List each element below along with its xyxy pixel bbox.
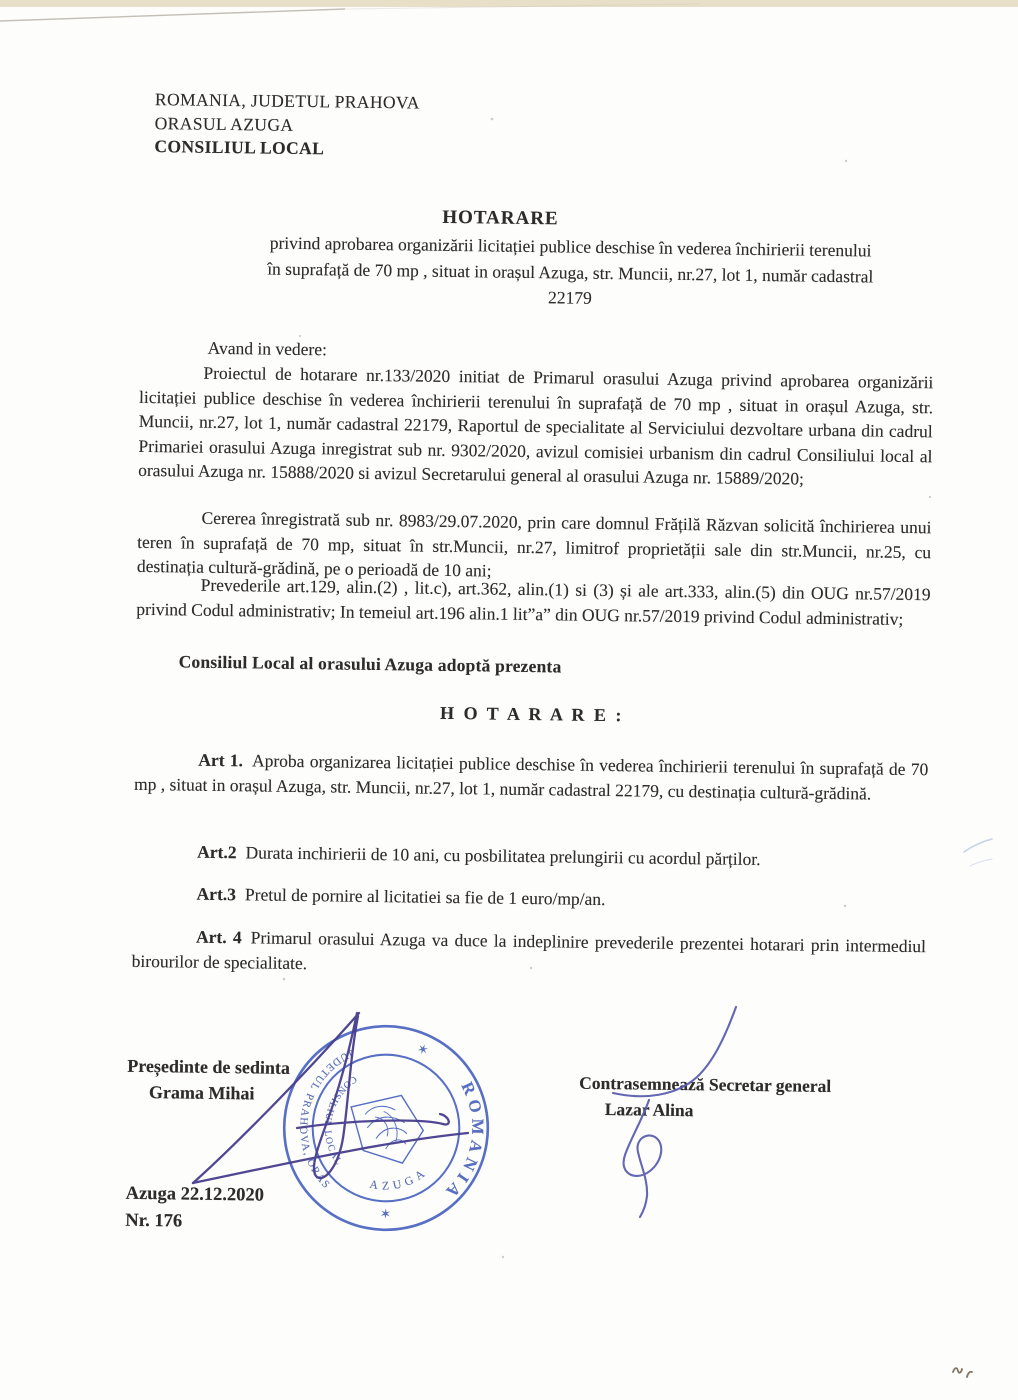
article-3-text: Pretul de pornire al licitatiei sa fie de 1 euro/mp/an. [244, 884, 606, 910]
stamp-country-text: ROMANIA [439, 1078, 488, 1205]
preamble-intro: Avand in vedere: [207, 337, 328, 360]
president-name: Grama Mihai [148, 1082, 255, 1104]
decision-subtitle [197, 230, 943, 316]
official-round-stamp [272, 1014, 500, 1242]
article-1 [134, 747, 929, 806]
footer-place-date: Azuga 22.12.2020 [125, 1183, 265, 1206]
president-role: Președinte de sedinta [127, 1055, 291, 1078]
stamp-inner-ring-text: CONSILIUL LOCAL [321, 1073, 359, 1168]
stamp-coat-of-arms [346, 1085, 431, 1175]
decision-heading: H O T A R A R E : [439, 702, 625, 726]
article-1-label: Art 1. [198, 749, 244, 771]
secretary-name: Lazar Alina [604, 1099, 694, 1121]
secretary-role: Contrasemnează Secretar general [579, 1072, 832, 1097]
stamp-ring-text: JUDETUL PRAHOVA, ORAS [297, 1046, 356, 1192]
decision-subtitle-line2: în suprafață de 70 mp , situat in orașul Azuga, str. Muncii, nr.27, lot 1, număr cadastral [267, 258, 874, 286]
footer-number: Nr. 176 [125, 1210, 183, 1232]
svg-text:AZUGA [366, 1164, 433, 1199]
decision-subtitle-line3: 22179 [547, 287, 592, 308]
article-4-text: Primarul orasului Azuga va duce la indeplinire prevederile prezentei hotarari prin intermediul birourilor de specialitate. [131, 927, 927, 973]
article-4 [132, 924, 927, 983]
article-3-label: Art.3 [196, 883, 237, 905]
preamble-paragraph-1: Proiectul de hotarare nr.133/2020 initiat de Primarul orasului Azuga privind aprobarea organizării licitației publice deschise în vederea închirierii terenului în suprafață de 70 mp , situat in orașul Azuga, str. Muncii, nr.27, lot 1, număr cadastral 22179, Raportul de specialitate al Serviciului dezvoltare urbana din cadrul Primariei orasului Azuga inregistrat sub nr. 9302/2020, avizul comisiei urbanism din cadrul Consiliului local al orasului Azuga nr. 15888/2020 si avizul Secretarului general al orasului Azuga nr. 15889/2020; [138, 362, 934, 489]
article-1-text: Aproba organizarea licitației publice deschise în vederea închirierii terenului în suprafață de 70 mp , situat in orașul Azuga, str. Muncii, nr.27, lot 1, număr cadastral 22179, cu destinația cultură-grădină. [133, 750, 929, 803]
stamp-star-icon: ✶ [414, 1042, 431, 1057]
stamp-star-icon: ✶ [375, 1204, 395, 1223]
stamp-graphics [272, 1014, 500, 1242]
article-2-label: Art.2 [197, 841, 237, 863]
footer-block [125, 1181, 264, 1237]
svg-text:JUDETUL PRAHOVA, ORAS [286, 1040, 357, 1193]
letterhead-city: ORASUL AZUGA [154, 112, 294, 135]
decision-subtitle-line1: privind aprobarea organizării licitației publice deschise în vederea închirierii terenului [269, 232, 872, 261]
article-4-label: Art. 4 [195, 926, 242, 948]
letterhead [154, 88, 420, 162]
article-3 [132, 881, 926, 916]
article-2 [133, 839, 927, 874]
preamble-paragraph-2: Cererea înregistrată sub nr. 8983/29.07.2020, prin care domnul Frățilă Răzvan solicită închirierea unui teren în suprafață de 70 mp, situat în str.Muncii, nr.27, limitrof proprietății sale din str.Muncii, nr.25, cu destinația cultură-grădină, pe o perioadă de 10 ani; [136, 507, 932, 581]
preamble-paragraph-3: Prevederile art.129, alin.(2) , lit.c), art.362, alin.(1) si (3) și ale art.333, alin.(5) din OUG nr.57/2019 privind Codul administrativ; In temeiul art.196 alin.1 lit”a” din OUG nr.57/2019 privind Codul administrativ; [136, 574, 931, 629]
signature-block-secretary [579, 1070, 832, 1125]
signature-block-president [127, 1053, 290, 1107]
article-2-text: Durata inchirierii de 10 ani, cu posbilitatea prelungirii cu acordul părților. [245, 842, 761, 870]
letterhead-council: CONSILIUL LOCAL [154, 136, 325, 159]
letterhead-country: ROMANIA, JUDETUL PRAHOVA [154, 89, 420, 113]
stamp-bottom-text: AZUGA [368, 1164, 431, 1193]
adoption-line: Consiliul Local al orasului Azuga adoptă prezenta [178, 651, 562, 677]
decision-title: HOTARARE [442, 206, 559, 230]
